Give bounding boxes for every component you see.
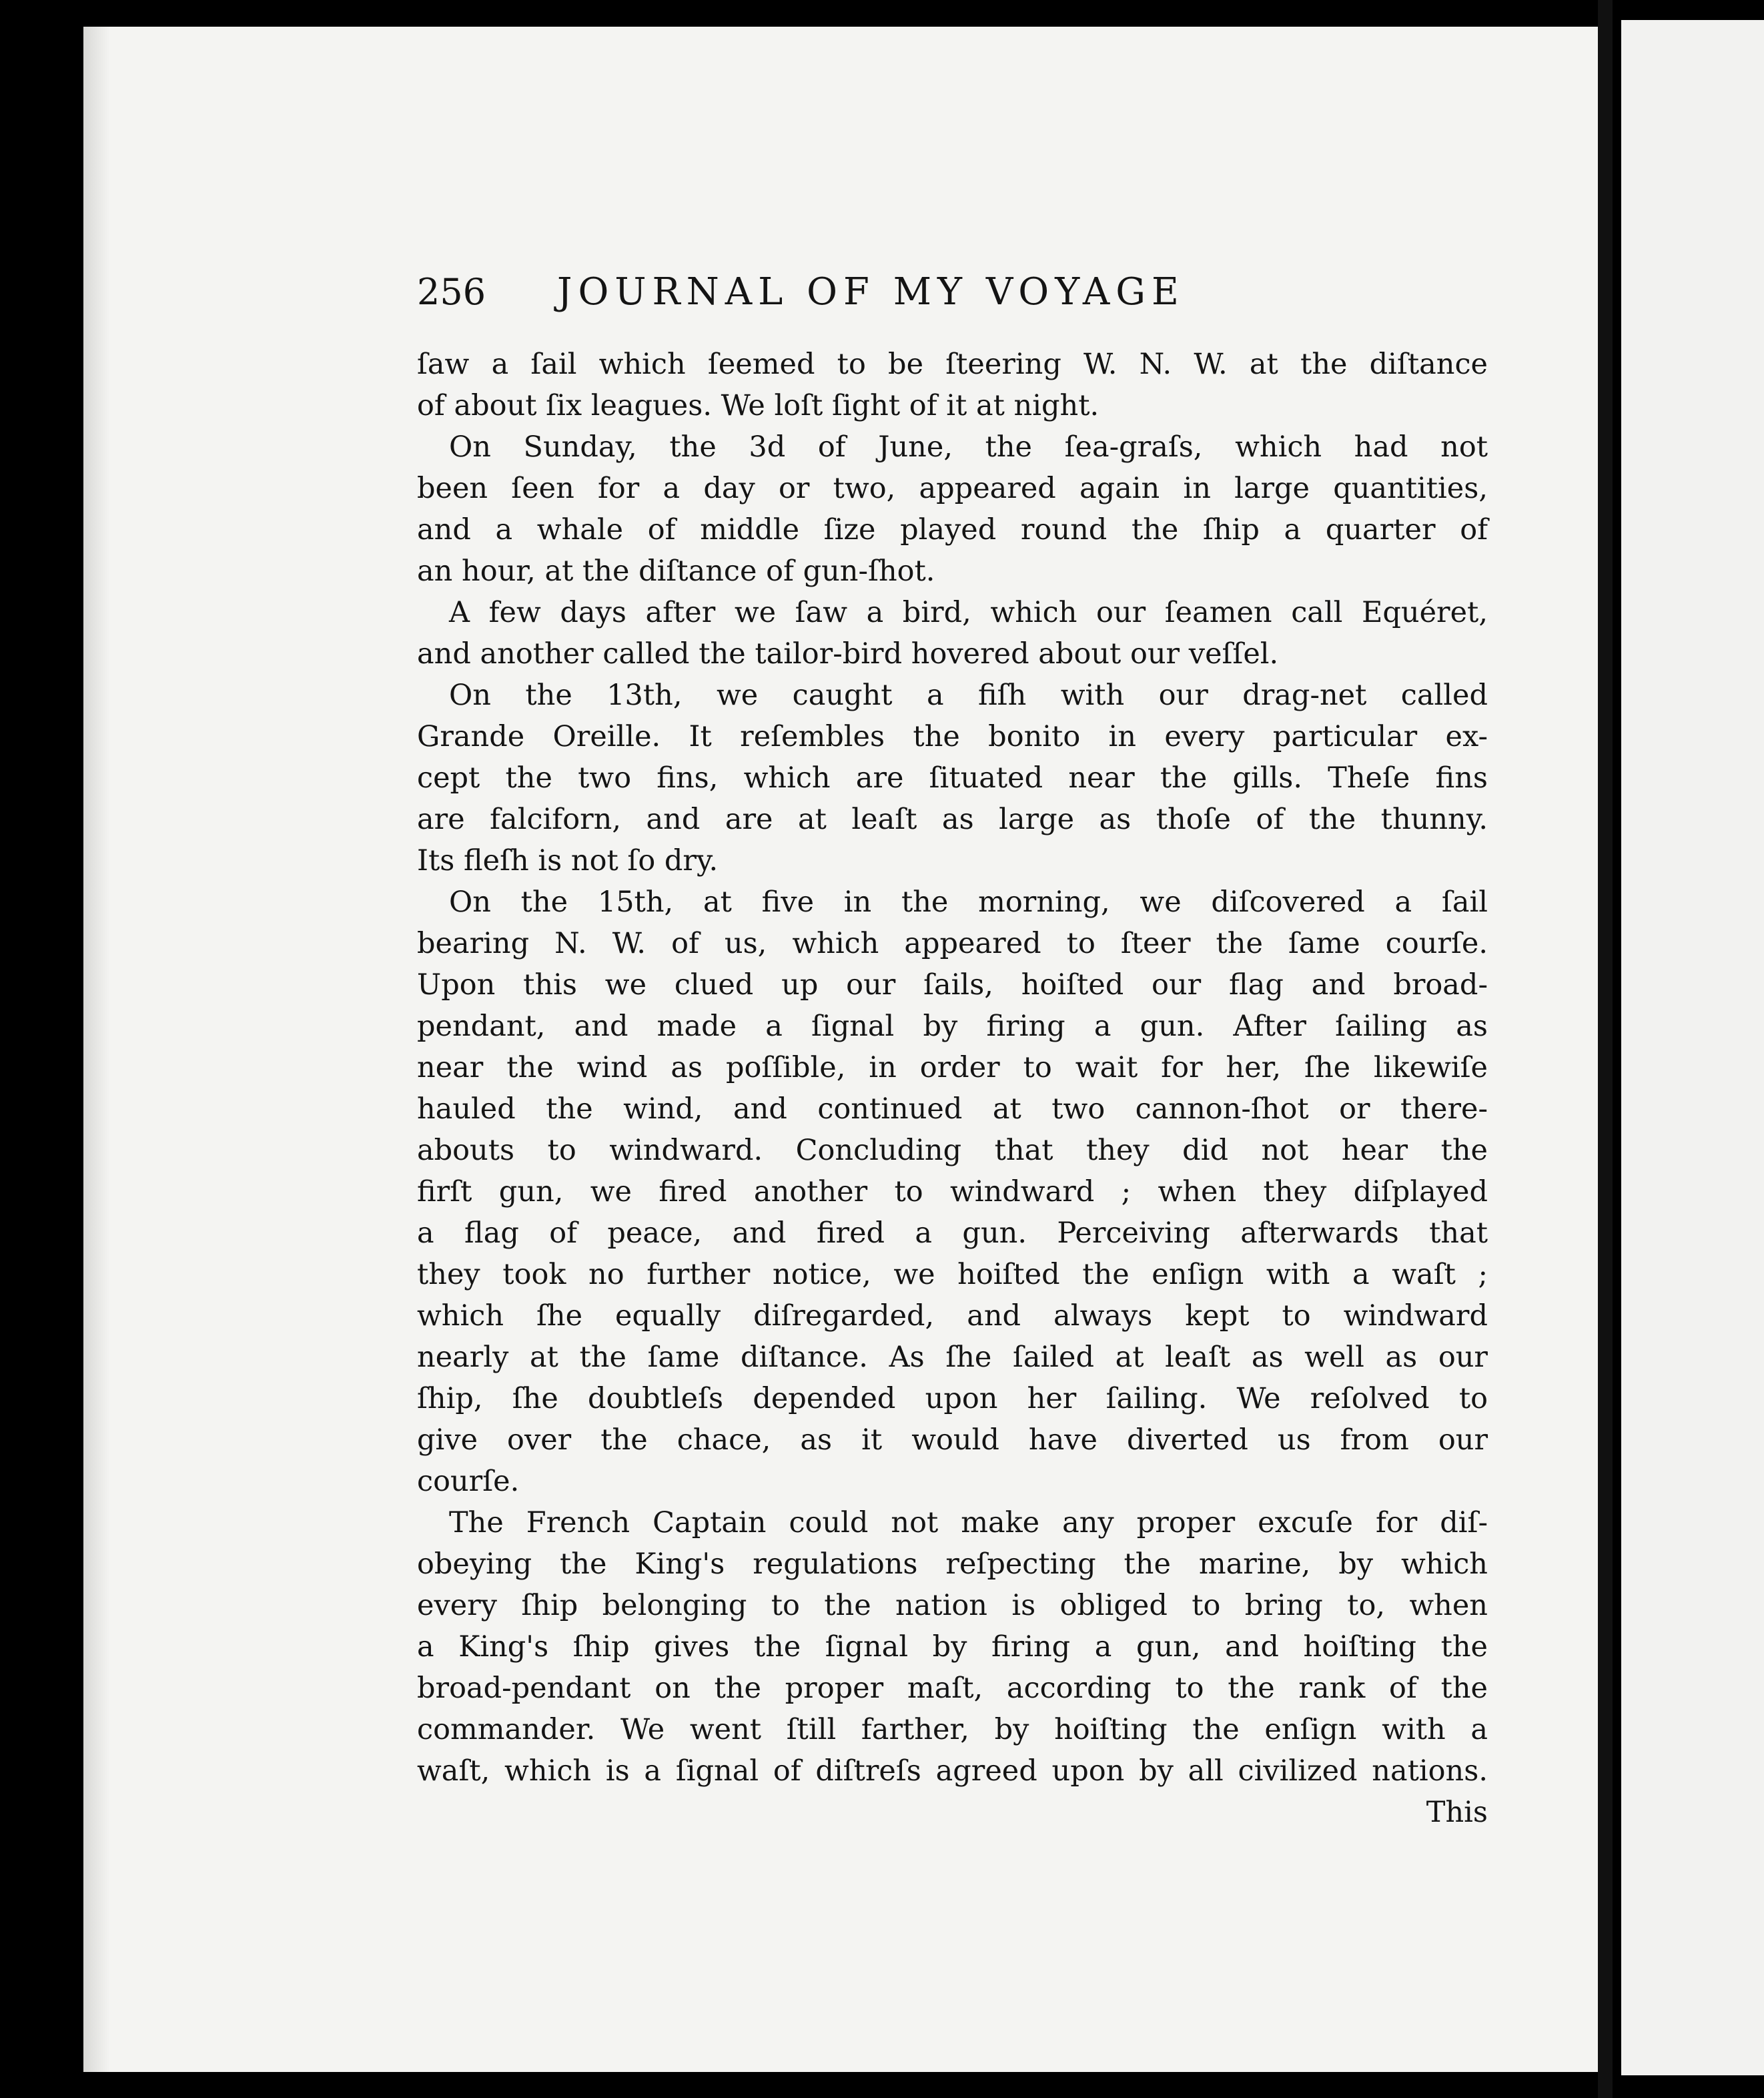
- text-line: courſe.: [417, 1465, 520, 1498]
- text-line: cept the two fins, which are ſituated near the gills. Theſe fins: [417, 761, 1488, 795]
- page-edge: [1598, 0, 1613, 2098]
- gutter-shadow: [83, 27, 110, 2072]
- text-line: A few days after we ſaw a bird, which our ſeamen call Equéret,: [449, 596, 1488, 629]
- text-line: been ſeen for a day or two, appeared again in large quantities,: [417, 472, 1488, 505]
- text-line: waſt, which is a ſignal of diſtreſs agreed upon by all civilized nations.: [417, 1754, 1488, 1788]
- text-line: are falciforn, and are at leaſt as large as thoſe of the thunny.: [417, 803, 1488, 836]
- text-line: The French Captain could not make any proper excuſe for diſ-: [449, 1506, 1488, 1539]
- text-line: give over the chace, as it would have diverted us from our: [417, 1423, 1488, 1457]
- text-line: a King's ſhip gives the ſignal by firing a gun, and hoiſting the: [417, 1630, 1488, 1664]
- running-head: [417, 270, 1488, 337]
- text-line: Its fleſh is not ſo dry.: [417, 844, 719, 878]
- text-line: obeying the King's regulations reſpecting the marine, by which: [417, 1547, 1488, 1581]
- book-page: [83, 27, 1598, 2072]
- text-line: broad-pendant on the proper maſt, according to the rank of the: [417, 1672, 1488, 1705]
- catchword-row: [417, 1792, 1488, 1833]
- text-line: ſaw a ſail which ſeemed to be ſteering W. N. W. at the diſtance: [417, 348, 1488, 381]
- text-line: abouts to windward. Concluding that they did not hear the: [417, 1134, 1488, 1167]
- text-line: bearing N. W. of us, which appeared to ſteer the ſame courſe.: [417, 927, 1488, 960]
- text-line: and another called the tailor-bird hovered about our veſſel.: [417, 637, 1279, 671]
- text-line: of about ſix leagues. We loſt ſight of it at night.: [417, 389, 1099, 422]
- text-line: On the 13th, we caught a fiſh with our drag-net called: [449, 679, 1488, 712]
- text-line: commander. We went ſtill farther, by hoiſting the enſign with a: [417, 1713, 1488, 1746]
- text-line: nearly at the ſame diſtance. As ſhe ſailed at leaſt as well as our: [417, 1341, 1488, 1374]
- facing-page-edge: [1621, 20, 1764, 2075]
- text-line: firſt gun, we fired another to windward ; when they diſplayed: [417, 1175, 1488, 1208]
- text-line: a flag of peace, and fired a gun. Perceiving afterwards that: [417, 1216, 1488, 1250]
- text-line: On Sunday, the 3d of June, the ſea-graſs, which had not: [449, 430, 1488, 464]
- page-number: 256: [417, 271, 486, 313]
- body-text: [417, 344, 1488, 1792]
- catchword: This: [1426, 1796, 1488, 1829]
- text-line: they took no further notice, we hoiſted the enſign with a waſt ;: [417, 1258, 1488, 1291]
- text-line: near the wind as poſſible, in order to wait for her, ſhe likewiſe: [417, 1051, 1488, 1084]
- text-line: every ſhip belonging to the nation is obliged to bring to, when: [417, 1589, 1488, 1622]
- text-line: hauled the wind, and continued at two cannon-ſhot or there-: [417, 1092, 1488, 1126]
- text-line: ſhip, ſhe doubtleſs depended upon her ſailing. We reſolved to: [417, 1382, 1488, 1415]
- text-line: which ſhe equally diſregarded, and always kept to windward: [417, 1299, 1488, 1333]
- text-line: Upon this we clued up our ſails, hoiſted our flag and broad-: [417, 968, 1488, 1002]
- text-line: and a whale of middle ſize played round the ſhip a quarter of: [417, 513, 1488, 547]
- text-line: Grande Oreille. It reſembles the bonito in every particular ex-: [417, 720, 1488, 753]
- text-line: an hour, at the diſtance of gun-ſhot.: [417, 555, 935, 588]
- text-line: On the 15th, at five in the morning, we diſcovered a ſail: [449, 886, 1488, 919]
- text-line: pendant, and made a ſignal by firing a gun. After ſailing as: [417, 1010, 1488, 1043]
- running-title: JOURNAL OF MY VOYAGE: [557, 270, 1185, 314]
- text-block: [417, 270, 1488, 1833]
